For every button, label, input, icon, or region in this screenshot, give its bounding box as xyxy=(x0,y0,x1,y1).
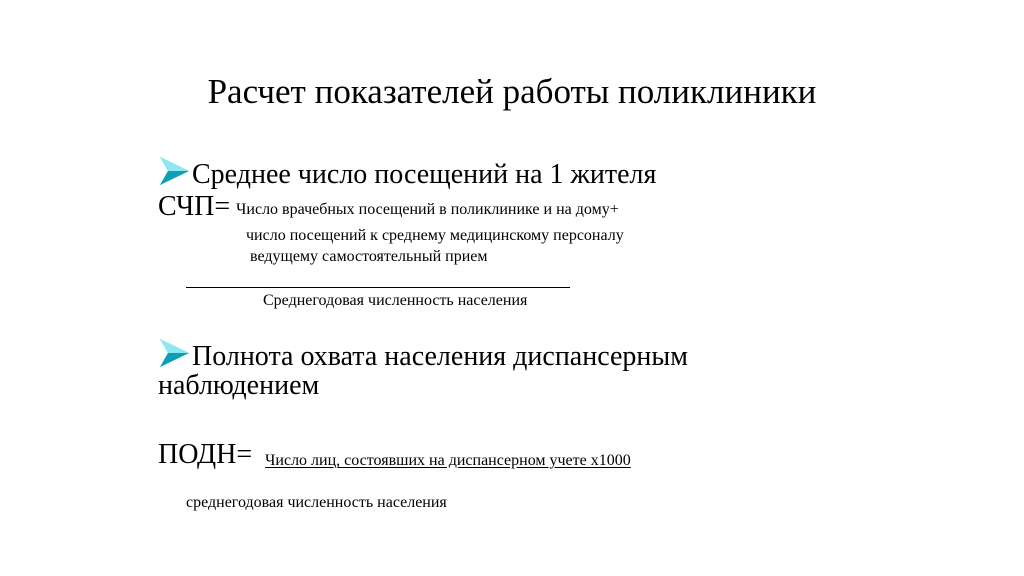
section2-heading-row xyxy=(158,338,688,373)
arrow-bullet-icon xyxy=(158,338,190,368)
section2-heading-line1: Полнота охвата населения диспансерным xyxy=(192,341,688,372)
slide-title: Расчет показателей работы поликлиники xyxy=(207,72,817,111)
arrow-bullet-icon xyxy=(158,156,190,186)
schp-fraction-line xyxy=(186,287,570,288)
podn-formula-label: ПОДН= xyxy=(158,439,253,470)
schp-numerator-line1: Число врачебных посещений в поликлинике и на дому+ xyxy=(236,201,619,218)
section1-heading-row xyxy=(158,156,656,191)
podn-numerator: Число лиц, состоявших на диспансерном учете х1000 xyxy=(265,452,631,469)
section1-heading: Среднее число посещений на 1 жителя xyxy=(192,159,657,190)
schp-formula-label: СЧП= xyxy=(158,191,231,222)
schp-denominator: Среднегодовая численность населения xyxy=(263,292,528,309)
section2-heading-line2: наблюдением xyxy=(158,370,320,401)
schp-numerator-line2: число посещений к среднему медицинскому персоналу xyxy=(246,227,624,244)
podn-denominator: среднегодовая численность населения xyxy=(186,494,447,511)
schp-numerator-line3: ведущему самостоятельный прием xyxy=(250,248,488,265)
